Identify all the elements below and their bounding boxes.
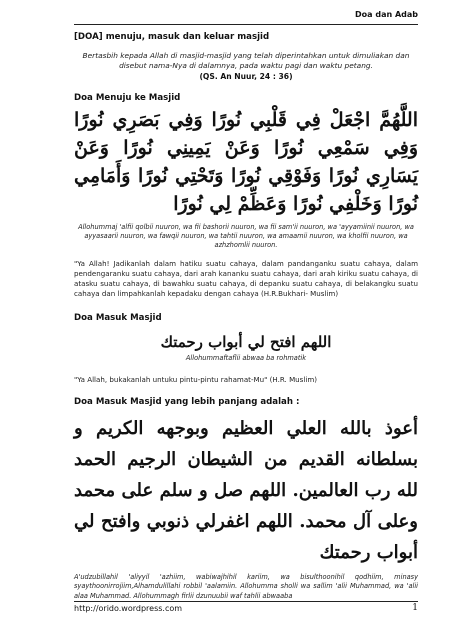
quran-verse: Bertasbih kepada Allah di masjid-masjid yang telah diperintahkan untuk dimuliakan dan disebut nama-Nya di dalamnya, pada waktu pagi dan waktu petang. (82, 51, 410, 70)
header-rule (74, 24, 418, 25)
transliteration: Allohummaftaflii abwaa ba rohmatik (185, 353, 307, 362)
running-header: Doa dan Adab (355, 10, 418, 19)
footer-rule (74, 601, 418, 602)
section-title: [DOA] menuju, masuk dan keluar masjid (74, 32, 270, 42)
section-doa-menuju-masjid (74, 93, 418, 299)
section-doa-masuk-masjid (74, 313, 418, 385)
translation: "Ya Allah! Jadikanlah dalam hatiku suatu cahaya, dalam pandanganku suatu cahaya, dalam pendengaranku suatu cahaya, dari arah kananku suatu cahaya, dari arah kiriku suatu cahaya, di atasku suatu cahaya, di bawahku suatu cahaya, di depanku suatu cahaya, di belakangku suatu cahaya dan limpahkanlah kepadaku dengan cahaya (H.R.Bukhari- Muslim) (74, 258, 418, 298)
page-content (74, 32, 418, 601)
page-number: 1 (412, 603, 418, 613)
transliteration: Allohummaj 'alfii qolbii nuuron, wa fii bashorii nuuron, wa fii sam'ii nuuron, wa 'ayyamiinii nuuron, wa ayyasaarii nuuron, wa fawqii nuuron, wa tahtii nuuron, wa amaamii nuuron, wa kholfii nuuron, wa azhzhomlii nuuron. (78, 222, 414, 250)
verse-reference: (QS. An Nuur, 24 : 36) (199, 71, 293, 81)
arabic-prayer: أعوذ بالله العلي العظيم وبوجهه الكريم و بسلطانه القديم من الشيطان الرجيم الحمد لله رب العالمين. اللهم صل و سلم على محمد وعلى آل محمد. اللهم اغفرلي ذنوبي وافتح لي أبواب رحمتك (74, 418, 418, 564)
section-doa-masuk-masjid-panjang (74, 397, 418, 601)
arabic-prayer: اللهم افتح لي أبواب رحمتك (160, 332, 332, 351)
section-title: Doa Menuju ke Masjid (74, 92, 181, 103)
section-title: Doa Masuk Masjid yang lebih panjang adalah : (74, 397, 300, 408)
transliteration: A'udzubillahil 'aliyyil 'azhiim, wabiwajhihil kariim, wa bisulthoonihil qodhiim, minasy syaythoonirrojiim,Alhamdulillahi robbil 'aalamiin. Allohumma sholli wa sallim 'alii Muhammad, wa 'alii alaa Muhammad. Allohummagh firlii dzunuubii waf tahlii abwaaba (74, 573, 418, 600)
section-doa-intro (74, 32, 418, 81)
footer-url: http://orido.wordpress.com (74, 604, 183, 613)
arabic-prayer: اللَّهُمَّ اجْعَلْ فِي قَلْبِي نُورًا وَفِي بَصَرِي نُورًا وَفِي سَمْعِي نُورًا وَعَنْ يَمِينِي نُورًا وَعَنْ يَسَارِي نُورًا وَفَوْقِي نُورًا وَتَحْتِي نُورًا وَأَمَامِي نُورًا وَخَلْفِي نُورًا وَعَظِّمْ لِي نُورًا (74, 108, 418, 215)
translation: "Ya Allah, bukakanlah untuku pintu-pintu rahamat-Mu" (H.R. Muslim) (74, 375, 317, 385)
section-title: Doa Masuk Masjid (74, 312, 162, 323)
